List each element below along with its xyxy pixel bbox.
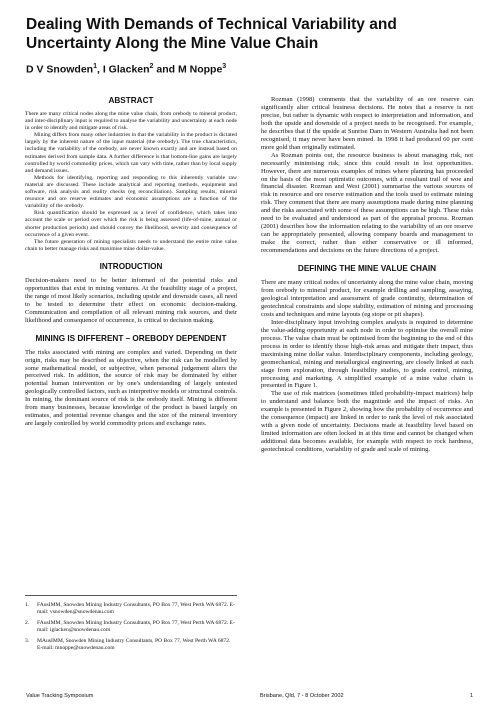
author-name: M Noppe (177, 63, 223, 76)
left-column (25, 96, 237, 428)
abstract-paragraph: Methods for identifying, reporting and responding to this inherently variable raw material are discussed. These include analytical and reporting methods, equipment and software, risk analysis and reality checks (eg reconciliation). Sampling results, mineral resource and ore reserve estimates and economic assumptions are a function of the variability of the orebody. (25, 174, 237, 210)
footer-location-date: Brisbane, Qld, 7 - 8 October 2002 (260, 693, 344, 699)
footnote (25, 638, 237, 652)
value-chain-body (261, 279, 473, 454)
author-separator: , (97, 63, 103, 76)
abstract-body (25, 111, 237, 253)
page-number: 1 (470, 693, 474, 699)
footnotes (25, 595, 237, 656)
right-column (261, 96, 473, 454)
section-heading-mining-different: MINING IS DIFFERENT – OREBODY DEPENDENT (35, 333, 227, 343)
footnote-number: 3. (25, 638, 30, 644)
abstract-paragraph: Risk quantification should be expressed as a level of confidence, which takes into account the scale or period over which the risk is being assessed (life-of-mine, annual or shorter production periods) and should convey the likelihood, severity and consequence of occurrence of a given event. (25, 210, 237, 238)
body-paragraph: Rozman (1998) comments that the variability of an ore reserve can significantly alter critical business decisions. He notes that a reserve is not precise, but rather is dynamic with respect to interpretation and information, and both the upside and downside of a project needs to be recognised. For example, he describes that if the upside at Sunrise Dam in Western Australia had not been recognised, it may never have been mined. In 1998 it had produced 60 per cent more gold than originally estimated. (261, 96, 473, 151)
affiliation-mark: 2 (149, 63, 154, 70)
mining-different-body (25, 349, 237, 429)
abstract-paragraph: The future generation of mining specialists needs to understand the entire mine value chain to better manage risks and maximise mine dollar-value. (25, 238, 237, 252)
body-paragraph: Decision-makers need to be better informed of the potential risks and opportunities that exist in mining ventures. At the feasibility stage of a project, the range of most likely scenarios, including upside and downside cases, all need to be tested to determine their effect on economic decision-making. Communication and compilation of all relevant mining risk sources, and their likelihood and consequence of occurrence, is critical to decision making. (25, 276, 237, 324)
paper-title: Dealing With Demands of Technical Variability and Uncertainty Along the Mine Value Chain (26, 16, 397, 52)
author-name: I Glacken (102, 63, 150, 76)
introduction-body (25, 277, 237, 325)
footnote-text: FAusIMM, Snowden Mining Industry Consultants, PO Box 77, West Perth WA 6872. E-mail: vsnowden@snowdenau.com (37, 602, 235, 615)
affiliation-mark: 1 (93, 63, 97, 70)
body-paragraph: Inter-disciplinary input involving complex analysis is required to determine the value-adding opportunity at each node in order to optimise the overall mine process. The value chain must be optimised from the beginning to the end of this process in order to identify those high-risk areas and mitigate their impact, thus maximising mine dollar value. Interdisciplinary components, including geology, geomechanical, mining and metallurgical engineering, are closely linked at each stage from exploration, through feasibility studies, to grade control, mining, processing and marketing. A simplified example of a mine value chain is presented in Figure 1. (261, 318, 473, 390)
footnote-number: 1. (25, 602, 30, 608)
body-paragraph: The risks associated with mining are complex and varied. Depending on their origin, risks may be described as objective, when the risk can be modelled by some mathematical model, or subjective, when personal judgement alters the perceived risk. In addition, the source of risk may be dominated by either potential human intervention or by one's understanding of largely untested geologically controlled factors, such as interpretive models or structural controls. In mining, the dominant source of risk is the orebody itself. Mining is different from many businesses, because knowledge of the product is based largely on estimates, and potential revenue changes and the size of the mineral inventory are largely controlled by world commodity prices and exchange rates. (25, 348, 237, 428)
abstract-paragraph: Mining differs from many other industries in that the variability in the product is dictated largely by the inherent nature of the input material (the orebody). The true characteristics, including the variability of the orebody, are never known exactly and are instead based on estimates derived from sample data. A further difference is that bottom-line gains are largely controlled by world commodity prices, which can vary with time, rather than by local supply and demand issues. (25, 132, 237, 174)
footnote (25, 620, 237, 634)
body-paragraph: There are many critical nodes of uncertainty along the mine value chain, moving from orebody to mineral product, for example drilling and sampling, assaying, geological interpretation and assessment of grade continuity, determination of geotechnical constraints and slope stability, estimation of mining and processing costs and techniques and mine layouts (eg stope or pit shapes). (261, 279, 473, 318)
body-paragraph: The use of risk matrices (sometimes titled probability-impact matrices) help to understand and balance both the magnitude and the impact of risks. An example is presented in Figure 2, showing how the probability of occurrence and the consequence (impact) are linked in order to rank the level of risk associated with a given node of uncertainty. Decisions made at feasibility level based on limited information are often locked in at this time and cannot be changed when additional data becomes available, for example with respect to rock hardness, geotechnical conditions, variability of grade and scale of mining. (261, 390, 473, 454)
abstract-paragraph: There are many critical nodes along the mine value chain, from orebody to mineral product, and inter-disciplinary input is required to analyse the variability and uncertainty at each node in order to identify and mitigate areas of risk. (25, 111, 237, 132)
author-list (26, 63, 476, 76)
introduction-heading: INTRODUCTION (99, 261, 163, 271)
affiliation-mark: 3 (222, 63, 227, 70)
footnote (25, 602, 237, 616)
author-separator: and (153, 63, 178, 76)
right-column-top-body (261, 96, 473, 255)
footnote-number: 2. (25, 620, 30, 626)
footer-symposium: Value Tracking Symposium (26, 693, 94, 699)
footnote-text: FAusIMM, Snowden Mining Industry Consultants, PO Box 77, West Perth WA 6872. E-mail: iglacken@snowdenau.com (37, 620, 235, 633)
abstract-heading: ABSTRACT (108, 96, 154, 105)
author-name: D V Snowden (26, 63, 94, 76)
body-paragraph: As Rozman points out, the resource business is about managing risk, not necessarily minimising risk, since this could result in lost opportunities. However, there are numerous examples of mines where planning has proceeded on the basis of the most optimistic outcomes, with a resultant trail of woe and financial disaster. Rozman and West (2001) summarise the various sources of risk in resource and ore reserve estimation and the tools used to estimate mining risk. They comment that there are many assumptions made during mine planning and the risks associated with some of these assumptions can be high. These risks need to be evaluated and understood as part of the appraisal process. Rozman (2001) describes how the information relating to the variability of an ore reserve can be appropriately presented, allowing company boards and management to make the correct, rather than either conservative or ill informed, recommendations and decisions on the future directions of a project. (261, 151, 473, 255)
section-heading-value-chain: DEFINING THE MINE VALUE CHAIN (297, 264, 437, 274)
footnote-text: MAusIMM, Snowden Mining Industry Consultants, PO Box 77, West Perth WA 6872. E-mail: mnoppe@snowdenau.com (37, 638, 231, 651)
